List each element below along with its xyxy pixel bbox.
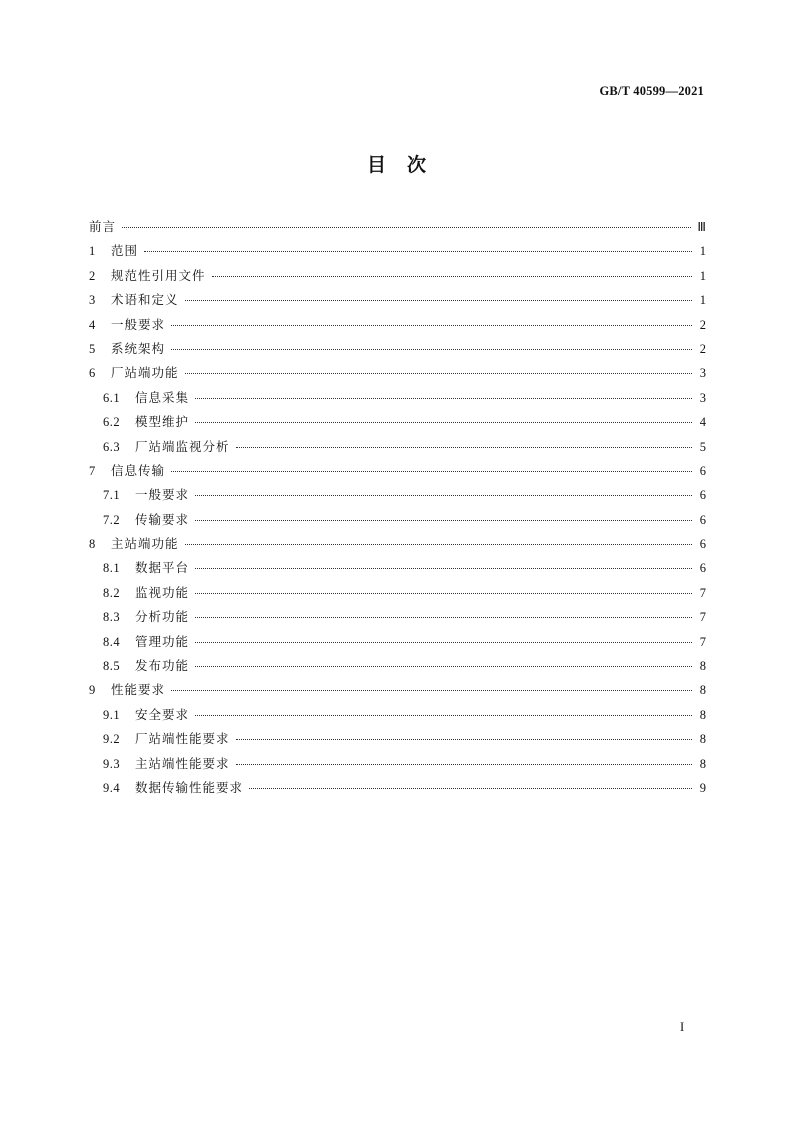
toc-entry-label: 一般要求 (111, 316, 166, 332)
toc-entry-page: 4 (699, 415, 706, 430)
dot-leader (249, 788, 692, 789)
toc-entry-label: 数据平台 (135, 560, 190, 576)
toc-entry-label: 发布功能 (135, 658, 190, 674)
toc-entry-page: 8 (699, 707, 706, 722)
toc-entry-page: 6 (699, 463, 706, 478)
toc-entry-number: 6.3 (103, 439, 121, 454)
toc-entry[interactable] (89, 288, 706, 312)
toc-entry-number: 8.1 (103, 561, 121, 576)
toc-entry-number: 6.2 (103, 415, 121, 430)
toc-entry-page: Ⅲ (697, 220, 706, 234)
toc-entry[interactable] (89, 361, 706, 385)
toc-entry-number: 8 (89, 537, 96, 552)
toc-entry-page: 2 (699, 341, 706, 356)
standard-code: GB/T 40599—2021 (599, 84, 704, 98)
toc-entry[interactable] (89, 313, 706, 337)
toc-entry[interactable] (89, 605, 706, 629)
dot-leader (195, 666, 692, 667)
toc-entry-page: 5 (699, 439, 706, 454)
toc-entry-label: 厂站端功能 (111, 365, 179, 381)
dot-leader (195, 715, 692, 716)
toc-entry-label: 信息传输 (111, 462, 166, 478)
toc-entry-page: 9 (699, 780, 706, 795)
toc-entry-label: 安全要求 (135, 706, 190, 722)
dot-leader (195, 398, 692, 399)
toc-entry[interactable] (89, 239, 706, 263)
toc-entry-number: 8.5 (103, 659, 121, 674)
toc-entry[interactable] (89, 410, 706, 434)
toc-entry-page: 3 (699, 366, 706, 381)
toc-entry-page: 2 (699, 317, 706, 332)
dot-leader (195, 617, 692, 618)
dot-leader (195, 520, 692, 521)
toc-entry-page: 7 (699, 610, 706, 625)
toc-entry-label: 规范性引用文件 (111, 267, 206, 283)
dot-leader (185, 300, 692, 301)
toc-entry-page: 3 (699, 390, 706, 405)
toc-entry[interactable] (89, 556, 706, 580)
toc-entry-page: 1 (699, 244, 706, 259)
toc-entry-page: 6 (699, 512, 706, 527)
toc-entry-number: 4 (89, 317, 96, 332)
toc-entry[interactable] (89, 532, 706, 556)
page-title: 目 次 (366, 154, 427, 176)
toc-entry-number: 7 (89, 463, 96, 478)
toc-entry-number: 7.1 (103, 488, 121, 503)
toc-entry-number: 8.2 (103, 585, 121, 600)
dot-leader (236, 447, 692, 448)
toc-entry-page: 1 (699, 293, 706, 308)
dot-leader (195, 422, 692, 423)
dot-leader (195, 495, 692, 496)
toc-entry[interactable] (89, 264, 706, 288)
toc-entry[interactable] (89, 703, 706, 727)
toc-entry-number: 9 (89, 683, 96, 698)
toc-entry-number: 9.2 (103, 732, 121, 747)
toc-entry[interactable] (89, 752, 706, 776)
toc-entry[interactable] (89, 654, 706, 678)
toc-entry-page: 8 (699, 756, 706, 771)
toc-entry[interactable] (89, 435, 706, 459)
toc-entry[interactable] (89, 483, 706, 507)
dot-leader (212, 276, 692, 277)
dot-leader (122, 227, 691, 228)
toc-entry-label: 性能要求 (111, 682, 166, 698)
toc-entry-page: 8 (699, 659, 706, 674)
toc-entry-label: 分析功能 (135, 609, 190, 625)
toc-entry-number: 1 (89, 244, 96, 259)
toc-entry-label: 范围 (111, 243, 139, 259)
toc-entry[interactable] (89, 459, 706, 483)
page-number: I (680, 1020, 685, 1034)
toc-entry-page: 8 (699, 683, 706, 698)
dot-leader (236, 739, 692, 740)
toc-entry-label: 传输要求 (135, 511, 190, 527)
toc-entry[interactable] (89, 508, 706, 532)
dot-leader (185, 544, 692, 545)
toc-entry-number: 5 (89, 341, 96, 356)
toc-entry-number: 9.4 (103, 780, 121, 795)
toc-entry-label: 术语和定义 (111, 292, 179, 308)
dot-leader (195, 642, 692, 643)
toc-entry-label: 厂站端性能要求 (135, 731, 230, 747)
toc-entry-number: 3 (89, 293, 96, 308)
dot-leader (171, 349, 692, 350)
toc-entry-number: 6.1 (103, 390, 121, 405)
toc-entry-page: 6 (699, 537, 706, 552)
toc-entry-label: 一般要求 (135, 487, 190, 503)
toc-entry[interactable] (89, 337, 706, 361)
toc-entry-page: 6 (699, 561, 706, 576)
toc-entry-page: 7 (699, 634, 706, 649)
dot-leader (195, 593, 692, 594)
toc-entry-label: 前言 (89, 219, 117, 234)
toc-entry-page: 1 (699, 268, 706, 283)
dot-leader (195, 568, 692, 569)
toc-entry[interactable] (89, 386, 706, 410)
toc-entry-number: 8.3 (103, 610, 121, 625)
dot-leader (185, 373, 692, 374)
toc-entry[interactable] (89, 581, 706, 605)
table-of-contents (89, 215, 706, 800)
toc-entry[interactable] (89, 678, 706, 702)
toc-entry-number: 8.4 (103, 634, 121, 649)
toc-entry-label: 监视功能 (135, 584, 190, 600)
toc-entry-label: 厂站端监视分析 (135, 438, 230, 454)
toc-entry[interactable] (89, 727, 706, 751)
dot-leader (236, 764, 692, 765)
toc-entry-label: 主站端性能要求 (135, 755, 230, 771)
toc-entry-label: 数据传输性能要求 (135, 779, 244, 795)
toc-entry-page: 7 (699, 585, 706, 600)
toc-entry-number: 6 (89, 366, 96, 381)
toc-entry[interactable] (89, 630, 706, 654)
toc-entry-label: 主站端功能 (111, 536, 179, 552)
toc-entry-page: 6 (699, 488, 706, 503)
toc-entry-number: 9.3 (103, 756, 121, 771)
toc-entry-label: 信息采集 (135, 389, 190, 405)
dot-leader (144, 251, 692, 252)
toc-entry-page: 8 (699, 732, 706, 747)
toc-entry-number: 2 (89, 268, 96, 283)
toc-entry-label: 系统架构 (111, 340, 166, 356)
dot-leader (171, 690, 692, 691)
dot-leader (171, 471, 692, 472)
toc-entry-label: 管理功能 (135, 633, 190, 649)
toc-entry-label: 模型维护 (135, 414, 190, 430)
toc-entry[interactable] (89, 215, 706, 239)
dot-leader (171, 325, 692, 326)
toc-entry-number: 7.2 (103, 512, 121, 527)
toc-entry[interactable] (89, 776, 706, 800)
toc-entry-number: 9.1 (103, 707, 121, 722)
